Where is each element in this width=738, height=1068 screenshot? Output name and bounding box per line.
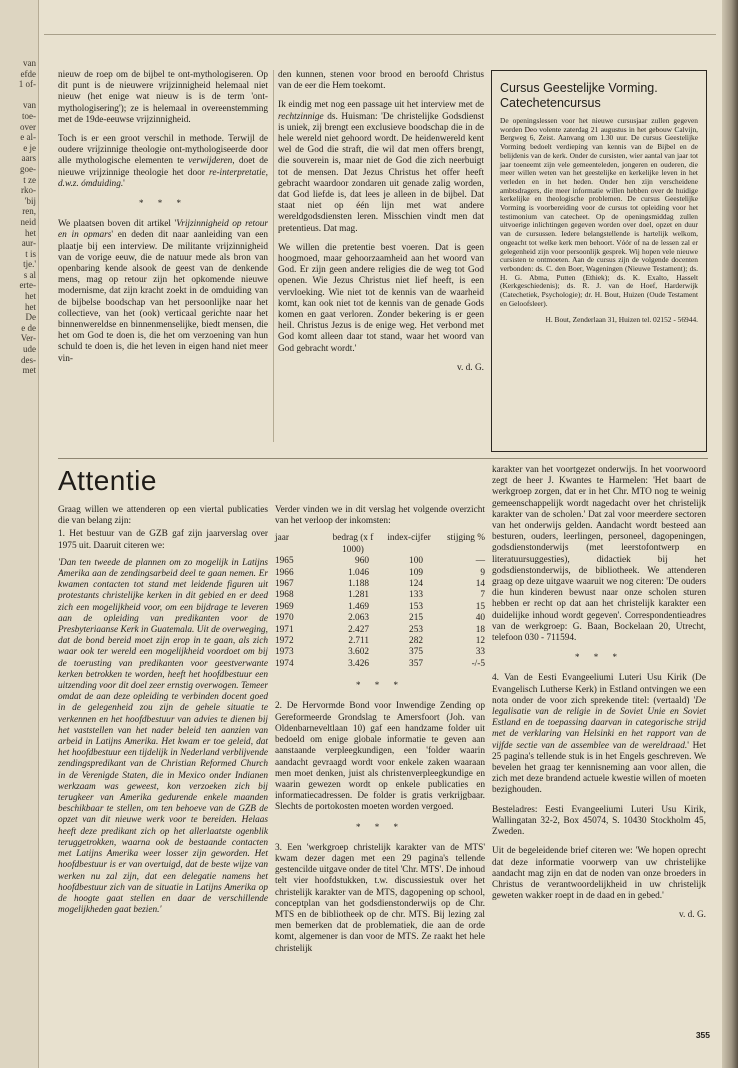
table-cell: 33 (475, 647, 485, 658)
table-cell: 253 (409, 624, 423, 635)
upper-middle-column (278, 70, 484, 374)
table-cell: 7 (480, 590, 485, 601)
table-cell: — (475, 556, 485, 567)
table-cell: 215 (409, 613, 423, 624)
table-row (275, 602, 485, 613)
table-cell: 1966 (275, 567, 294, 578)
paragraph: karakter van het voortgezet onderwijs. In het voorwoord zegt de heer J. Kwantes te Harmelen: 'Het baart de werkgroep zorgen, dat er in het Chr. MTO nog te weinig gemeenschappelijk wordt nagedacht over het christelijk karakter van de scholen.' Dat zal voor meerdere sectoren van het onderwijs gelden. Aandacht wordt besteed aan besturen, ouders, leerlingen, personeel, dagopeningen, godsdienstonderwijs (met leerstofontwerp en literatuursuggesties), didactiek bij het godsdienstonderwijs, de bibliotheek. We attenderen graag op deze uitgave waaruit we nog citeren: 'De ouders die hun kinderen bewust naar onze scholen sturen hebben er recht op dat aan het christelijk karakter een duidelijke inhoud wordt gegeven'. Correspondentieadres van de werkgroep: G. Baan, Bockelaan 20, Utrecht, telefoon 030 - 711594. (492, 465, 706, 644)
table-cell: 1.469 (348, 601, 369, 612)
section-heading: Attentie (58, 465, 157, 496)
table-cell: 124 (409, 579, 423, 590)
table-cell: 1969 (275, 601, 294, 612)
section-separator: * * * (356, 821, 404, 832)
paragraph: Toch is er een groot verschil in methode. Terwijl de oudere vrijzinnige theologie ont-mythologiseerde door alle mythologische elementen te verwijderen, doet de nieuwe vrijzinnige theologie het door re-interpretatie, d.w.z. ómduiding.' (58, 134, 268, 189)
attentie-left-column (58, 505, 268, 924)
table-row (275, 579, 485, 590)
table-cell: 12 (475, 636, 485, 647)
table-cell: 109 (409, 567, 423, 578)
table-intro: Verder vinden we in dit verslag het volgende overzicht van het verloop der inkomsten: (275, 505, 485, 527)
previous-page-edge (0, 0, 39, 1068)
table-cell: 15 (475, 601, 485, 612)
item-2: 2. De Hervormde Bond voor Inwendige Zending op Gereformeerde Grondslag te Amersfoort (Joh. van Oldenbarneveltlaan 10) gaf een handzame folder uit bedoeld om enige globale informatie te geven aan aanstaande verpleegkundigen, een 'folder waarin aandacht gevraagd wordt voor enkele zaken waaraan men moet denken, juist als christenverpleegkundige en waarin gewezen wordt op enkele publicaties en informatiecadressen. De folder is gratis verkrijgbaar. Slechts de portokosten moeten worden vergoed. (275, 701, 485, 813)
author-signature: v. d. G. (456, 362, 484, 373)
course-announcement-box (491, 70, 707, 452)
section-rule (58, 458, 708, 459)
box-address: H. Bout, Zenderlaan 31, Huizen tel. 02152 - 56944. (545, 315, 698, 325)
table-cell: 1972 (275, 636, 294, 647)
paragraph: den kunnen, stenen voor brood en beroofd Christus van de eer die Hem toekomt. (278, 70, 484, 92)
table-cell: 1967 (275, 579, 294, 590)
table-row (275, 556, 485, 567)
quotation: 'Dan ten tweede de plannen om zo mogelijk in Latijns Amerika aan de zendingsarbeid deel te gaan nemen. Er kwamen contacten tot stand met leidende figuren uit protestants christelijke kerken in dit gebied en er deed zich een mogelijkheid voor, om een bijdrage te leveren aan de opleiding van predikanten voor de Presbyteriaanse Kerk in Guatemala. Uit de overweging, dat de bond bereid moet zijn erop in te gaan, als zich waar ook ter wereld een mogelijkheid voordoet om bij de toerusting van predikanten voor geestverwante kerken betrokken te worden, heeft het hoofdbestuur een uitzending voor dit doel zeer ernstig overwogen. Temeer omdat de aan deze opleiding te verbinden docent goed in de gelegenheid zou zijn de gehele situatie te verkennen en het hoofdbestuur van advies te dienen bij het vaststellen van het nader beleid ten aanzien van arbeid in Latijns Amerika. Het kwam er toe geleid, dat het hoofdbestuur een tijdelijk in Nederland verblijvende zendingspredikant van de Christian Reformed Church in de Verenigde Staten, die in Mexico onder Indianen werkzaam was geweest, kon verzoeken zich bij terugkeer van Amerika gedurende enkele maanden beschikbaar te stellen, om ten behoeve van de GZB de opzet van dit nieuwe werk voor te bereiden. Helaas heeft deze predikant zich op het allerlaatste ogenblik teruggetrokken, waarna ook de bestaande contacten met Latijns Amerika weer losser zijn geworden. Het hoofdbestuur is er van overtuigd, dat de beste wijze van werken nu zal zijn, dat een delegatie namens het hoofdbestuur zich van de situatie in Latijns Amerika op de hoogte gaat stellen en daar de verschillende mogelijkheden gaat bezien.' (58, 557, 268, 916)
table-cell: 3.602 (348, 647, 369, 658)
table-header-row (275, 533, 485, 556)
table-cell: 1973 (275, 647, 294, 658)
table-cell: 1.281 (348, 590, 369, 601)
table-cell: 9 (480, 567, 485, 578)
table-cell: 1974 (275, 658, 294, 669)
table-cell: 153 (409, 601, 423, 612)
table-cell: 1970 (275, 613, 294, 624)
table-row (275, 625, 485, 636)
table-cell: 14 (475, 579, 485, 590)
table-cell: 1965 (275, 556, 294, 567)
header-cell: index-cijfer (387, 533, 431, 544)
income-table (275, 533, 485, 670)
item-4: 4. Van de Eesti Evangeeliumi Luteri Usu Kirik (De Evangelisch Lutherse Kerk) in Estland ontvingen we een nota onder de voor zich sprekende titel: (vertaald) 'De legalisatie van de religie in de Soviet Unie en Soviet Estland en de toepassing daarvan in categorische strijd met de verklaring van Helsinki en het rapport van de vijfde sectie van de assemblee van de wereldraad.' Het 25 pagina's tellende stuk is in het Engels geschreven. We bevelen het graag ter kennisneming aan voor allen, die zich met deze brandend actuele kwestie willen of moeten bezighouden. (492, 673, 706, 796)
margin-fragments: van efde 1 of- van toe- over e al- e je aars goe- t ze rko- 'bij ren, neid het aur- t is tje.' s al erte- het het De e de Ver- ude des- met (18, 58, 36, 376)
table-cell: 1968 (275, 590, 294, 601)
table-row (275, 568, 485, 579)
page-number: 355 (695, 1030, 710, 1040)
upper-left-column (58, 70, 268, 373)
box-body: De openingslessen voor het nieuwe cursusjaar zullen gegeven worden Deo volente zaterdag 21 augustus in het gebouw Calvijn, Bergweg 6, Zeist. Aanvang om 1.30 uur. De cursus Geestelijke Vorming bedoelt verdieping van kennis van de Bijbel en de belijdenis van de kerk. Onder de cursisten, wier aantal van jaar tot jaar toeneemt zijn vele gemeenteleden, jongeren en ouderen, die meer willen weten van het geestelijke en kerkelijke leven in het verleden en in het heden. Onder hen zijn verscheidene ambtsdragers, die meer informatie willen hebben over de huidige kerkelijke en theologische problemen. De cursus Geestelijke Vorming is voorbereiding voor de cursus tot opleiding voor het testimonium van catecheet. Op de openingsmiddag zullen uitvoerige inlichtingen gegeven worden over doel, opzet en duur van de cursussen. Iedere belangstellende is hartelijk welkom, ongeacht tot welke kerk men behoort. Vóór of na de lessen zal er gelegenheid zijn voor persoonlijk gesprek. Wij hopen vele nieuwe cursisten te ontmoeten. Aan de cursus zijn de volgende docenten verbonden: ds. C. den Boer, Wageningen (Nieuwe Testament); ds. H. G. Abma, Putten (Ethiek); ds. K. Exalto, Hasselt (Kerkgeschiedenis); ds. R. J. van de Hoef, Harderwijk (Catechetiek, Psychologie); dr. H. Bout, Huizen (Oude Testament en Geloofsleer). (500, 116, 698, 308)
table-row (275, 613, 485, 624)
table-cell: 2.063 (348, 613, 369, 624)
table-body (275, 556, 485, 670)
book-spine (722, 0, 738, 1068)
header-cell: stijging % (447, 533, 485, 544)
header-cell: jaar (275, 533, 289, 544)
table-row (275, 647, 485, 658)
author-signature: v. d. G. (678, 910, 706, 921)
section-separator: * * * (139, 198, 187, 209)
item-3: 3. Een 'werkgroep christelijk karakter van de MTS' kwam dezer dagen met een 29 pagina's tellende gestencilde uitgave onder de titel 'Chr. MTS'. De inhoud telt vier hoofdstukken, t.w. discussiestuk over het christelijk karakter van de MTS, dagopening op school, conceptplan van het godsdienstonderwijs op de Chr. MTS en de bibliotheek op de chr. MTS. Bij lezing zal men bemerken dat de problematiek, die aan de orde komt, algemener is dan voor de MTS. Ze raakt het hele christelijk (275, 842, 485, 954)
table-cell: 2.711 (348, 636, 369, 647)
box-title: Cursus Geestelijke Vorming. Catechetencursus (500, 81, 658, 110)
top-rule (44, 34, 716, 35)
intro-paragraph: Graag willen we attenderen op een viertal publicaties die van belang zijn: (58, 505, 268, 527)
paragraph: Uit de begeleidende brief citeren we: 'We hopen oprecht dat deze informatie voorwerp van uw christelijke aandacht mag zijn en dat de noden van onze broeders in Christus de verantwoordelijkheid in uw christelijk geweten wakker roept in de daad en in gebed.' (492, 846, 706, 902)
item-1: 1. Het bestuur van de GZB gaf zijn jaarverslag over 1975 uit. Daaruit citeren we: (58, 529, 268, 551)
table-cell: 375 (409, 647, 423, 658)
table-cell: -/-5 (471, 658, 485, 669)
table-row (275, 659, 485, 670)
table-cell: 357 (409, 658, 423, 669)
header-cell: bedrag (x f 1000) (332, 533, 374, 555)
table-cell: 1.188 (348, 579, 369, 590)
paragraph: We plaatsen boven dit artikel 'Vrijzinnigheid op retour en in opmars' en deden dit naar aanleiding van een plaatje bij een interview. De militante vrijzinnigheid van de vorige eeuw, die de natuur mede als bron van openbaring kende alsook de geest van de denkende mens, mag op retour zijn het opkomende nieuwe modernisme, dat zijn kracht zoekt in de omduiding van de bijbelse boodschap van het persoonlijke naar het collectieve, van het (ook) verticaal gerichte naar het binnenwereldse en binnenmenselijke, biedt mensen, die het om God te doen is, die het om verzoening van hun schuld te doen is, die het leven in eigen hand niet meer vin- (58, 219, 268, 364)
table-cell: 133 (409, 590, 423, 601)
table-row (275, 590, 485, 601)
table-cell: 1971 (275, 624, 294, 635)
attentie-right-column (492, 465, 706, 922)
table-cell: 1.046 (348, 567, 369, 578)
paragraph: We willen die pretentie best voeren. Dat is geen hoogmoed, maar gehoorzaamheid aan het woord van God. Er zijn geen andere religies die de weg tot God openen. Wie Jezus Christus niet lief heeft, is een vervloeking. Wie niet tot de kennis van de waarheid komt, kan ook niet tot de kennis van de genade Gods komen en gaat verloren. Zonder bekering is er geen heil. Christus Jezus is de enige weg. Het verbond met God komt alleen daar tot stand, waar het woord van God gebracht wordt.' (278, 242, 484, 354)
section-separator: * * * (575, 652, 623, 663)
order-address: Besteladres: Eesti Evangeeliumi Luteri Usu Kirik, Wallingatan 32-2, Box 45074, S. 10430 Stockholm 45, Zweden. (492, 804, 706, 838)
table-cell: 18 (475, 624, 485, 635)
table-cell: 40 (475, 613, 485, 624)
table-cell: 282 (409, 636, 423, 647)
table-cell: 960 (355, 556, 369, 567)
paragraph: nieuw de roep om de bijbel te ont-mythologiseren. Op dit punt is de nieuwere vrijzinnigheid helemaal niet nieuw (het enige wat nieuw is is de term 'ont-mythologisering'); ze is helemaal in overeenstemming met de 19de-eeuwse vrijzinnigheid. (58, 70, 268, 125)
paragraph: Ik eindig met nog een passage uit het interview met de rechtzinnige ds. Huisman: 'De christelijke Godsdienst is uniek, zij brengt een exclusieve boodschap die in de hele wereld niet gehoord wordt. De heidenwereld kent wel de God die straft, die wil dat men offers brengt, die souverein is, maar niet de God die zich neerbuigt tot de mensen. Dat Jezus Christus het offer heeft gebracht waardoor zondaren uit genade zalig worden, dat God liefde is, dat lees je alleen in de bijbel. Dat staat niet op één lijn met wat andere wereldgodsdiensten leren. Misschien vindt men dat pretentieus. Dat mag. (278, 100, 484, 234)
table-cell: 100 (409, 556, 423, 567)
attentie-middle-column (275, 505, 485, 963)
section-separator: * * * (356, 680, 404, 691)
table-row (275, 636, 485, 647)
table-cell: 2.427 (348, 624, 369, 635)
column-divider (273, 70, 274, 442)
table-cell: 3.426 (348, 658, 369, 669)
